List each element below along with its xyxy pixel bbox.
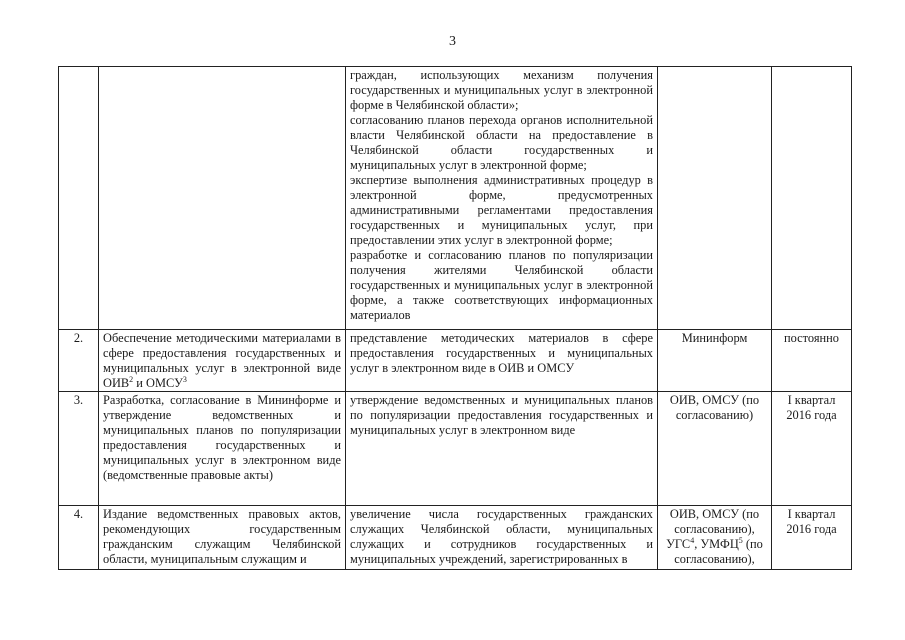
action-plan-table [58,66,852,570]
page-number: 3 [449,34,456,49]
result-line: согласованию планов перехода органов исполнительной власти Челябинской области на предоставление в Челябинской области государственных и муниципальных услуг в электронной форме; [350,113,653,172]
cell-action: Издание ведомственных правовых актов, рекомендующих государственным гражданским служащим Челябинской области, муниципальным служащим и [99,506,346,570]
footnote-ref: 3 [182,374,187,384]
cell-action-empty [99,67,346,330]
responsible-text: ОИВ, ОМСУ (по согласованию), УГС [666,507,760,551]
row-number: 4. [59,506,99,570]
cell-num-empty [59,67,99,330]
responsible-text: , УМФЦ [694,537,739,551]
cell-action: Разработка, согласование в Мининформе и утверждение ведомственных и муниципальных планов по популяризации предоставления государственных и муниципальных услуг в электронном виде (ведомственные правовые акты) [99,392,346,506]
cell-deadline: постоянно [772,330,852,392]
result-line: граждан, использующих механизм получения государственных и муниципальных услуг в электронной форме в Челябинской области»; [350,68,653,112]
cell-action [99,330,346,392]
footnote-ref: 5 [738,535,743,545]
cell-responsible: Мининформ [658,330,772,392]
cell-deadline: I квартал 2016 года [772,506,852,570]
cell-result: утверждение ведомственных и муниципальных планов по популяризации предоставления государственных и муниципальных услуг в электронном виде [346,392,658,506]
cell-result-continued [346,67,658,330]
footnote-ref: 4 [690,535,695,545]
table-row-3 [59,392,852,506]
cell-responsible: ОИВ, ОМСУ (по согласованию) [658,392,772,506]
cell-result: представление методических материалов в сфере предоставления государственных и муниципальных услуг в электронном виде в ОИВ и ОМСУ [346,330,658,392]
result-line: экспертизе выполнения административных процедур в электронной форме, предусмотренных административными регламентами предоставления государственных и муниципальных услуг, при предоставлении этих услуг в электронной форме; [350,173,653,247]
responsible-text: (по согласованию), [674,537,763,566]
result-line: разработке и согласованию планов по популяризации получения жителями Челябинской области государственных и муниципальных услуг в электронной форме, а также соответствующих информационных материалов [350,248,653,322]
table-row-2 [59,330,852,392]
cell-deadline-empty [772,67,852,330]
action-text-tail: и ОМСУ [133,376,183,390]
cell-deadline: I квартал 2016 года [772,392,852,506]
row-number: 2. [59,330,99,392]
footnote-ref: 2 [129,374,134,384]
row-number: 3. [59,392,99,506]
table-row-continued [59,67,852,330]
action-text: Обеспечение методическими материалами в сфере предоставления государственных и муниципальных услуг в электронной виде ОИВ [103,331,341,390]
table-row-4 [59,506,852,570]
cell-result: увеличение числа государственных гражданских служащих Челябинской области, муниципальных служащих и сотрудников государственных и муниципальных учреждений, зарегистрированных в [346,506,658,570]
cell-responsible-empty [658,67,772,330]
cell-responsible [658,506,772,570]
